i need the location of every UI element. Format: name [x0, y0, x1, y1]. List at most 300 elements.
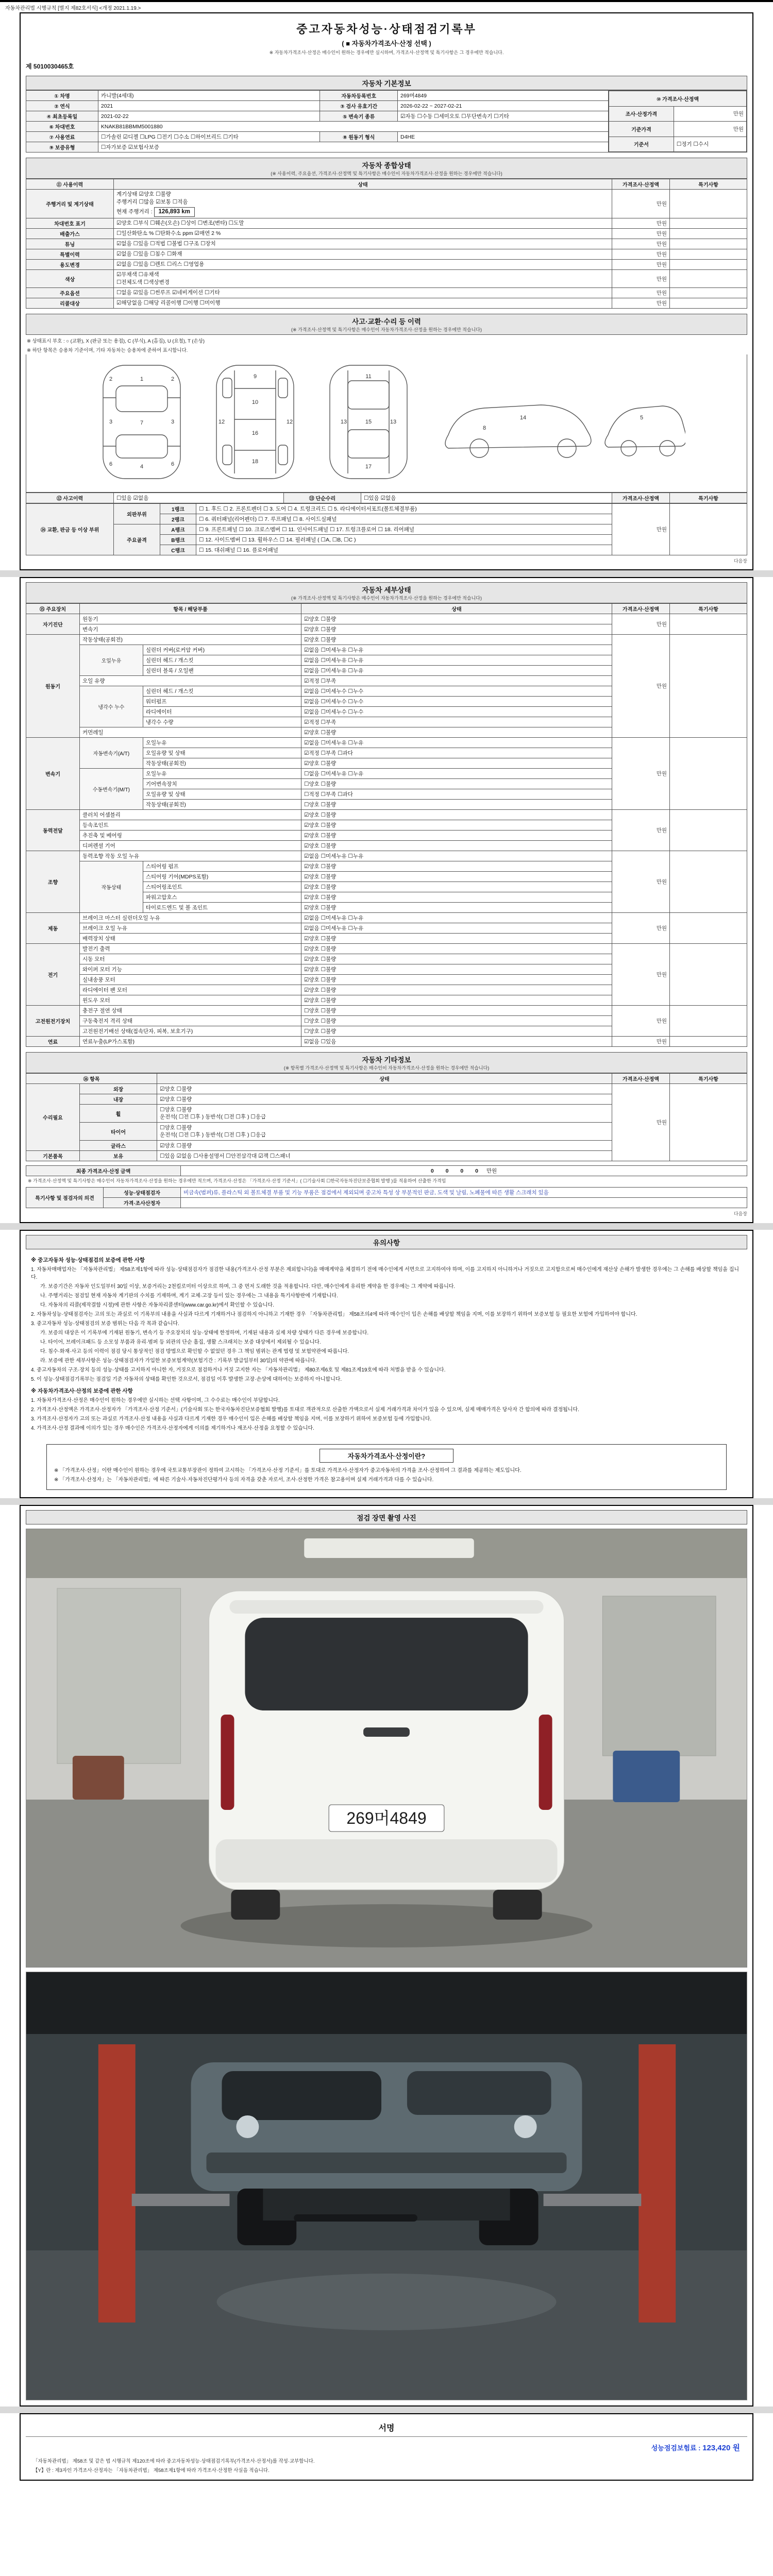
svg-text:12: 12 [286, 419, 293, 425]
detail-row [26, 1037, 747, 1047]
state-checkboxes: ☑양호 ☐불량 [301, 624, 612, 635]
state-checkboxes: ☐없음 ☐미세누유 ☐누유 [301, 769, 612, 779]
item-label: 오일유량 및 상태 [143, 789, 301, 800]
item-label: 색상 [26, 270, 114, 288]
state-checkboxes: ☑양호 ☐불량 [301, 820, 612, 831]
field-label: ⑥ 차대번호 [26, 122, 98, 132]
notice-paragraph: 1. 자동차매매업자는 「자동차관리법」 제58조제1항에 따라 성능·상태점검자가 점검한 내용(가격조사·산정 부분은 제외합니다)을 매매계약을 체결하기 전에 매수인에게 서면으로 고지하여야 하며, 이를 고지하지 아니하거나 거짓으로 고지함으로써 매수인에게 재산상 손해가 발생한 경우에는 그 손해를 배상할 책임을 집니다. [31, 1267, 740, 1280]
group-label: 기본품목 [26, 1151, 80, 1161]
state-checkboxes: ☑양호 ☐불량 [301, 964, 612, 975]
other-info-title: 자동차 기타정보 (※ 항목별 가격조사·산정액 및 특기사항은 매수인이 자동차가격조사·산정을 원하는 경우에만 적습니다) [26, 1052, 747, 1073]
main-frame-label: 주요골격 [114, 524, 160, 555]
subgroup-label: 작동상태 [80, 861, 143, 913]
column-header: ⑮ 주요장치 [26, 604, 80, 614]
device-label: 고전원전기장치 [26, 1006, 80, 1037]
state-checkboxes [114, 270, 612, 288]
note-cell [670, 260, 747, 270]
column-header: 상태 [114, 179, 612, 190]
device-label: 동력전달 [26, 810, 80, 851]
accident-history-table [26, 493, 747, 503]
notice-paragraph: 2. 가격조사·산정액은 가격조사·산정자가 「가격조사·산정 기준서」(기술사회 또는 한국자동차진단보증협회 발행)를 토대로 객관적으로 산출한 가액으로서 실제 거래가격과 차이가 있을 수 있으며, 실제 매매가격은 당사자 간 합의에 따라 결정됩니다. [31, 1407, 579, 1413]
item-label: 스티어링조인트 [143, 882, 301, 892]
checkbox-line: ☐일산화탄소 % ☐탄화수소 ppm ☑매연 2 % [116, 230, 221, 236]
state-checkboxes: ☑적정 ☐부족 ☐과다 [301, 748, 612, 758]
state-checkboxes: ☑적정 ☐부족 [301, 717, 612, 727]
state-checkboxes [114, 249, 612, 260]
detail-row [26, 944, 747, 954]
item-label: 오일누유 [143, 769, 301, 779]
state-checkboxes: ☑양호 ☐불량 [301, 831, 612, 841]
car-views-svg [88, 358, 685, 486]
item-label: 글라스 [80, 1141, 157, 1151]
overall-row [26, 190, 747, 218]
inspector-opinion-text: 비금속(범퍼)류, 플라스틱 외 볼트체결 부품 및 기능 부품은 점검에서 제외되며 중고차 특성 상 부분적인 판금, 도색 및 날림, 노폐물에 따른 생활 스크래치 있음 [181, 1188, 747, 1198]
note-cell [670, 851, 747, 913]
column-header: 특기사항 [670, 179, 747, 190]
state-checkboxes: ☑양호 ☐불량 [301, 614, 612, 624]
outer-panel-label: 외판부위 [114, 504, 160, 524]
note-cell [670, 270, 747, 288]
page-note: ※ 자동차가격조사·산정은 매수인이 원하는 경우에만 실시하며, 가격조사·산정액 및 특기사항은 그 경우에만 적습니다. [269, 50, 504, 55]
state-checkboxes: ☑양호 ☐불량 [301, 841, 612, 851]
mileage-value: 126,893 km [154, 207, 195, 217]
notice-paragraph: 가. 보증의 대상은 이 기록부에 기재된 원동기, 변속기 등 주요장치의 성능·상태에 한정하며, 기재된 내용과 실제 차량 상태가 다른 경우에 보증합니다. [40, 1330, 369, 1336]
state-checkboxes: ☑양호 ☐불량 [301, 635, 612, 645]
registration-number-value: 269머4849 [398, 91, 609, 101]
price-unit: 만원 [612, 1037, 670, 1047]
state-checkboxes: ☑양호 ☐불량 [301, 758, 612, 769]
item-label: 스티어링 기어(MDPS포함) [143, 872, 301, 882]
pricing-info-title: 자동차가격조사·산정이란? [320, 1449, 453, 1463]
rank2-items: ☐ 6. 쿼터패널(리어펜더) ☐ 7. 루프패널 ☐ 8. 사이드실패널 [196, 514, 612, 524]
state-checkboxes: ☑양호 ☐불량 [301, 872, 612, 882]
section-note: (※ 가격조사·산정액 및 특기사항은 매수인이 자동차가격조사·산정을 원하는 경우에만 적습니다) [291, 327, 482, 332]
overall-row [26, 260, 747, 270]
section-divider [0, 1498, 773, 1505]
device-label: 조향 [26, 851, 80, 913]
svg-text:6: 6 [109, 461, 113, 467]
item-label: 실내송풍 모터 [80, 975, 301, 985]
note-cell [670, 229, 747, 239]
item-label: 타이어 [80, 1123, 157, 1141]
item-label: 브레이크 오일 누유 [80, 923, 301, 934]
state-checkboxes: ☑양호 ☐불량 [157, 1141, 612, 1151]
notice-paragraph: 1. 자동차가격조사·산정은 매수인이 원하는 경우에만 실시하는 선택 사항이며, 그 수수료는 매수인이 부담합니다. [31, 1398, 280, 1403]
header-row [26, 604, 747, 614]
state-checkboxes: ☐양호 ☐불량 운전석( ☐전 ☐후 ) 동반석( ☐전 ☐후 ) ☐응급 [157, 1105, 612, 1123]
item-label: 커먼레일 [80, 727, 301, 738]
field-label: 기준서 [609, 137, 674, 152]
rank-label: C랭크 [160, 545, 196, 555]
svg-text:5: 5 [640, 415, 644, 421]
panel-rank-table [26, 503, 747, 555]
item-label: 디퍼렌셜 기어 [80, 841, 301, 851]
field-label: ⑧ 원동기 형식 [320, 132, 398, 142]
svg-text:6: 6 [171, 461, 175, 467]
svg-text:13: 13 [340, 419, 347, 425]
exchange-area-label: ⑭ 교환, 판금 등 이상 부위 [26, 504, 114, 555]
state-checkboxes [114, 218, 612, 229]
item-label: 라디에이터 [143, 707, 301, 717]
item-label: 튜닝 [26, 239, 114, 249]
signature-title: 서명 [26, 2418, 747, 2437]
detail-row [26, 738, 747, 748]
item-label: 휠 [80, 1105, 157, 1123]
state-checkboxes: ☑양호 ☐불량 [301, 727, 612, 738]
item-label: 실린더 헤드 / 개스킷 [143, 686, 301, 697]
checkbox-line: ☑해당없음 ☐해당 리콜이행 ☐이행 ☐미이행 [116, 300, 221, 306]
rank-label: B랭크 [160, 535, 196, 545]
group-label: 수리필요 [26, 1084, 80, 1151]
notice-title: 유의사항 [26, 1235, 747, 1249]
price-unit: 만원 [612, 260, 670, 270]
item-label: 충전구 절연 상태 [80, 1006, 301, 1016]
note-cell [670, 614, 747, 635]
note-cell [670, 239, 747, 249]
state-checkboxes: ☐양호 ☐불량 [301, 1026, 612, 1037]
svg-text:2: 2 [171, 376, 175, 382]
item-label: 실린더 블록 / 오일팬 [143, 666, 301, 676]
item-label: 오일 유량 [80, 676, 301, 686]
price-unit: 만원 [612, 614, 670, 635]
state-checkboxes: ☑양호 ☐불량 [301, 934, 612, 944]
opinion-label: 특기사항 및 점검자의 의견 [26, 1188, 104, 1208]
section-divider [0, 1223, 773, 1230]
notice-body [26, 1249, 747, 1437]
basic-info-table [26, 90, 747, 152]
simple-repair-label: ⑬ 단순수리 [284, 493, 361, 503]
state-checkboxes: ☐양호 ☐불량 운전석( ☐전 ☐후 ) 동반석( ☐전 ☐후 ) ☐응급 [157, 1123, 612, 1141]
item-label: 파워고압호스 [143, 892, 301, 903]
item-label: 발전기 출력 [80, 944, 301, 954]
table-row [26, 91, 747, 101]
price-unit: 만원 [612, 229, 670, 239]
svg-text:15: 15 [365, 419, 372, 425]
state-checkboxes: ☑양호 ☐불량 [301, 995, 612, 1006]
appraiser-role-label: 가격·조사산정자 [104, 1198, 181, 1208]
item-label: 실린더 커버(로커암 커버) [143, 645, 301, 655]
column-header: 항목 / 해당부품 [80, 604, 301, 614]
rank-label: 2랭크 [160, 514, 196, 524]
notice-paragraph: 라. 보증에 관한 세부사항은 성능·상태점검자가 가입한 보증보험계약(보험기간 : 기록부 발급일부터 30일)의 약관에 따릅니다. [40, 1358, 317, 1364]
subgroup-label: 수동변속기(M/T) [80, 769, 143, 810]
rankC-items: ☐ 15. 대쉬패널 ☐ 16. 플로어패널 [196, 545, 612, 555]
table-row [26, 1188, 747, 1198]
car-name-value: 카니발(4세대) [98, 91, 320, 101]
item-label: 오일누유 [143, 738, 301, 748]
note-cell [670, 810, 747, 851]
item-label: 차대번호 표기 [26, 218, 114, 229]
accident-history-label: ⑫ 사고이력 [26, 493, 114, 503]
table-row [26, 493, 747, 503]
price-unit: 만원 [612, 298, 670, 309]
device-label: 전기 [26, 944, 80, 1006]
detail-row [26, 851, 747, 861]
item-label: 특별이력 [26, 249, 114, 260]
note-cell [670, 1006, 747, 1037]
item-label: 배출가스 [26, 229, 114, 239]
price-unit: 만원 [674, 106, 746, 122]
other-row [26, 1084, 747, 1094]
state-checkboxes: ☑양호 ☐불량 [157, 1084, 612, 1094]
continue-marker: 다음장 [733, 1211, 747, 1216]
svg-text:17: 17 [365, 464, 372, 470]
price-unit: 만원 [612, 913, 670, 944]
price-unit: 만원 [612, 288, 670, 298]
item-label: 오일유량 및 상태 [143, 748, 301, 758]
inspector-role-label: 성능·상태점검자 [104, 1188, 181, 1198]
svg-text:10: 10 [251, 399, 259, 405]
price-unit: 만원 [486, 1168, 497, 1174]
field-label: ③ 검사 유효기간 [320, 101, 398, 111]
svg-text:14: 14 [519, 415, 527, 421]
notice-paragraph: 3. 가격조사·산정자가 고의 또는 과실로 가격조사·산정 내용을 사실과 다르게 기재한 경우 매수인이 입은 손해를 배상할 책임을 지며, 이를 보장하기 위하여 보증보험 등에 가입합니다. [31, 1416, 432, 1422]
rank1-items: ☐ 1. 후드 ☐ 2. 프론트펜더 ☐ 3. 도어 ☐ 4. 트렁크리드 ☐ 5. 라디에이터서포트(볼트체결부품) [196, 504, 612, 514]
svg-text:8: 8 [482, 425, 486, 431]
device-label: 자기진단 [26, 614, 80, 635]
section-photos [20, 1505, 753, 2406]
inspection-period-value: 2026-02-22 ~ 2027-02-21 [398, 101, 609, 111]
note-cell [670, 1037, 747, 1047]
price-unit: 만원 [612, 504, 670, 555]
item-label: 내장 [80, 1094, 157, 1105]
item-label: 추진축 및 베어링 [80, 831, 301, 841]
item-label: 리콜대상 [26, 298, 114, 309]
state-checkboxes: ☑없음 ☐미세누유 ☐누유 [301, 738, 612, 748]
state-checkboxes: ☑없음 ☐미세누유 ☐누유 [301, 851, 612, 861]
note-cell [670, 504, 747, 555]
notice-paragraph: 3. 중고자동차 성능·상태점검의 보증 범위는 다음 각 목과 같습니다. [31, 1321, 179, 1327]
item-label: 타이로드엔드 및 볼 조인트 [143, 903, 301, 913]
column-header: 특기사항 [670, 1074, 747, 1084]
overall-condition-table [26, 179, 747, 309]
final-price-table [26, 1165, 747, 1176]
item-label: 고전원전기배선 상태(접속단자, 피복, 보호기구) [80, 1026, 301, 1037]
price-unit: 만원 [674, 122, 746, 137]
signature-legal-line: 「자동차관리법」 제58조 및 같은 법 시행규칙 제120조에 따라 중고자동차성능·상태점검기록부(가격조사·산정서)를 작성·교부합니다. [33, 2459, 315, 2464]
rankA-items: ☐ 9. 프론트패널 ☐ 10. 크로스멤버 ☐ 11. 인사이드패널 ☐ 17. 트렁크플로어 ☐ 18. 리어패널 [196, 524, 612, 535]
state-checkboxes: ☐있음 ☑없음 ☐사용설명서 ☐안전삼각대 ☑잭 ☐스패너 [157, 1151, 612, 1161]
price-column-label: 가격조사·산정액 [612, 493, 670, 503]
section-note: (※ 가격조사·산정액 및 특기사항은 매수인이 자동차가격조사·산정을 원하는 경우에만 적습니다) [291, 596, 482, 601]
first-registration-value: 2021-02-22 [98, 111, 320, 122]
notice-paragraph: 4. 가격조사·산정 결과에 이의가 있는 경우 매수인은 가격조사·산정자에게 이의를 제기하거나 재조사·산정을 요청할 수 있습니다. [31, 1426, 314, 1431]
field-label: ⑤ 변속기 종류 [320, 111, 398, 122]
state-checkboxes: ☑양호 ☐불량 [157, 1094, 612, 1105]
header-row [26, 1074, 747, 1084]
checkbox-line: ☑무채색 ☐유채색 [116, 272, 159, 278]
item-label: 용도변경 [26, 260, 114, 270]
fuel-checkboxes: ☐가솔린 ☑디젤 ☐LPG ☐전기 ☐수소 ☐하이브리드 ☐기타 [98, 132, 320, 142]
item-label: 워터펌프 [143, 697, 301, 707]
item-label: 시동 모터 [80, 954, 301, 964]
svg-text:12: 12 [218, 419, 225, 425]
svg-text:18: 18 [251, 459, 259, 465]
final-price-label: 최종 가격조사·산정 금액 [26, 1166, 181, 1176]
item-label: 브레이크 마스터 실린더오일 누유 [80, 913, 301, 923]
item-label: 등속조인트 [80, 820, 301, 831]
rankB-items: ☐ 12. 사이드멤버 ☐ 13. 휠하우스 ☐ 14. 필러패널 ( ☐A, ☐B, ☐C ) [196, 535, 612, 545]
rank-label: 1랭크 [160, 504, 196, 514]
column-header: 상태 [157, 1074, 612, 1084]
section-signature [20, 2413, 753, 2481]
notice-paragraph: 다. 자동차의 리콜(제작결함 시정)에 관한 사항은 자동차리콜센터(www.car.go.kr)에서 확인할 수 있습니다. [40, 1302, 274, 1308]
detail-row [26, 1006, 747, 1016]
svg-text:11: 11 [365, 374, 372, 380]
detail-condition-title: 자동차 세부상태 (※ 가격조사·산정액 및 특기사항은 매수인이 자동차가격조사·산정을 원하는 경우에만 적습니다) [26, 582, 747, 603]
state-checkboxes [114, 239, 612, 249]
state-checkboxes: ☑없음 ☐있음 [301, 1037, 612, 1047]
price-unit: 만원 [612, 810, 670, 851]
final-price-value [181, 1166, 747, 1176]
note-cell [670, 218, 747, 229]
detail-row [26, 635, 747, 645]
state-checkboxes: ☑적정 ☐부족 [301, 676, 612, 686]
damage-code-legend: ※ 상태표시 부호 : ○ (교환), X (판금 또는 용접), C (부식), A (흠집), U (요철), T (손상) [27, 338, 205, 344]
photo-underbody-svg [26, 1972, 747, 2400]
final-price-digits: 0 0 0 0 [430, 1168, 483, 1174]
notice-heading: ※ 자동차가격조사·산정의 보증에 관한 사항 [31, 1388, 133, 1394]
checkbox-group: ☐정기 ☐수시 [674, 137, 746, 152]
checkbox-line: ☐전체도색 ☐색상변경 [116, 279, 170, 285]
checkbox-line: ☑없음 ☐있음 ☐적법 ☐불법 ☐구조 ☐장치 [116, 241, 216, 247]
vin-value: KNAKB81BBMM5001880 [98, 122, 608, 132]
insurance-fee-value: 123,420 원 [702, 2444, 740, 2452]
field-label: ① 차명 [26, 91, 98, 101]
item-label: 배력장치 상태 [80, 934, 301, 944]
field-label: ② 연식 [26, 101, 98, 111]
column-header: 가격조사·산정액 [612, 1074, 670, 1084]
document-header [26, 18, 747, 57]
notice-heading: ※ 중고자동차 성능·상태점검의 보증에 관한 사항 [31, 1257, 145, 1263]
column-header: 상태 [301, 604, 612, 614]
warranty-checkboxes: ☐자가보증 ☑보험사보증 [98, 142, 608, 152]
svg-text:9: 9 [253, 374, 257, 380]
pricing-info-box [46, 1444, 727, 1490]
checkbox-line: ☑없음 ☐있음 ☐침수 ☐화재 [116, 251, 182, 257]
state-checkboxes: ☑양호 ☐불량 [301, 903, 612, 913]
form-reference: 자동차관리법 시행규칙 [별지 제82호서식] <개정 2021.1.19.> [5, 6, 141, 11]
column-header: 특기사항 [670, 604, 747, 614]
item-label: 원동기 [80, 614, 301, 624]
svg-text:2: 2 [109, 376, 113, 382]
price-unit: 만원 [612, 190, 670, 218]
position-checkboxes: 운전석( ☐전 ☐후 ) 동반석( ☐전 ☐후 ) ☐응급 [160, 1114, 266, 1120]
state-checkboxes: ☑양호 ☐불량 [301, 944, 612, 954]
svg-text:1: 1 [140, 376, 144, 382]
notice-paragraph: 5. 이 성능·상태점검기록부는 점검일 기준 자동차의 상태를 확인한 것으로서, 점검일 이후 발생한 고장·손상에 대하여는 보증하지 아니합니다. [31, 1377, 342, 1382]
header-row [26, 179, 747, 190]
overall-row [26, 298, 747, 309]
rank-label: A랭크 [160, 524, 196, 535]
svg-text:3: 3 [171, 419, 175, 425]
engine-type-value: D4HE [398, 132, 609, 142]
notice-paragraph: 4. 중고자동차의 구조·장치 등의 성능·상태를 고지하지 아니한 자, 거짓으로 점검하거나 거짓 고지한 자는 「자동차관리법」 제80조제6호 및 제81조제19호에 따라 처벌을 받을 수 있습니다. [31, 1367, 446, 1373]
price-unit: 만원 [612, 635, 670, 738]
state-checkboxes: ☑양호 ☐불량 [301, 892, 612, 903]
checkbox-line: ☑양호 ☐부식 ☐훼손(오손) ☐상이 ☐변조(변타) ☐도말 [116, 220, 244, 226]
field-label: 기준가격 [609, 122, 674, 137]
price-unit: 만원 [612, 851, 670, 913]
state-checkboxes: ☑양호 ☐불량 [301, 985, 612, 995]
section-divider [0, 570, 773, 577]
item-label: 연료누출(LP가스포함) [80, 1037, 301, 1047]
overall-row [26, 270, 747, 288]
state-checkboxes: ☑없음 ☐미세누유 ☐누유 [301, 645, 612, 655]
state-checkboxes: ☑없음 ☐미세누유 ☐누유 [301, 923, 612, 934]
car-damage-diagram [26, 354, 747, 493]
item-label: 작동상태(공회전) [143, 758, 301, 769]
accident-history-checkboxes: ☐있음 ☑없음 [114, 493, 284, 503]
state-checkboxes: ☑양호 ☐불량 [301, 954, 612, 964]
table-row [26, 1198, 747, 1208]
photo-rear-svg [26, 1529, 747, 1967]
device-label: 원동기 [26, 635, 80, 738]
section-notice [20, 1230, 753, 1498]
state-checkboxes: ☑양호 ☐불량 [301, 861, 612, 872]
insurance-fee [26, 2437, 747, 2456]
detail-row [26, 913, 747, 923]
price-unit: 만원 [612, 1084, 670, 1161]
svg-text:7: 7 [140, 420, 144, 426]
price-unit: 만원 [612, 1006, 670, 1037]
simple-repair-checkboxes: ☐있음 ☑없음 [361, 493, 612, 503]
column-header: 가격조사·산정액 [612, 179, 670, 190]
state-checkboxes [114, 190, 612, 218]
overall-row [26, 218, 747, 229]
item-label: 라디에이터 팬 모터 [80, 985, 301, 995]
field-label: 조사·산정가격 [609, 106, 674, 122]
state-checkboxes: ☐양호 ☐불량 [301, 779, 612, 789]
note-cell [670, 288, 747, 298]
state-checkboxes: ☑없음 ☐미세누유 ☐누유 [301, 913, 612, 923]
checkbox-line: 주행거리 ☐많음 ☑보통 ☐적음 [116, 199, 188, 205]
item-label: 주행거리 및 계기상태 [26, 190, 114, 218]
insurance-fee-label: 성능점검보험료 : [651, 2444, 701, 2452]
subgroup-label: 오일누유 [80, 645, 143, 676]
overall-row [26, 239, 747, 249]
section-note: (※ 사용이력, 주요옵션, 가격조사·산정액 및 특기사항은 매수인이 자동차가격조사·산정을 원하는 경우에만 적습니다) [271, 171, 502, 176]
overall-row [26, 229, 747, 239]
field-label: ④ 최초등록일 [26, 111, 98, 122]
state-checkboxes [114, 288, 612, 298]
price-unit: 만원 [612, 239, 670, 249]
state-checkboxes: ☑없음 ☐미세누유 ☐누유 [301, 666, 612, 676]
mileage-label: 현재 주행거리 : [116, 209, 154, 215]
state-checkboxes [114, 260, 612, 270]
position-checkboxes: 운전석( ☐전 ☐후 ) 동반석( ☐전 ☐후 ) ☐응급 [160, 1132, 266, 1138]
continue-marker: 다음장 [733, 558, 747, 564]
price-unit: 만원 [612, 249, 670, 260]
basic-info-title: 자동차 기본정보 [26, 76, 747, 90]
signature-legal-line: 【Y】란 : 제3자인 가격조사·산정자는 「자동차관리법」 제58조제1항에 따라 가격조사·산정한 사실을 적습니다. [33, 2468, 270, 2473]
price-unit: 만원 [612, 738, 670, 810]
item-label: 주요옵션 [26, 288, 114, 298]
notice-paragraph: 나. 주행거리는 점검일 현재 자동차 계기판의 수치를 기재하며, 계기 교체·고장 등이 있는 경우에는 그 내용을 특기사항란에 기재합니다. [40, 1293, 338, 1299]
device-label: 제동 [26, 913, 80, 944]
item-label: 스티어링 펌프 [143, 861, 301, 872]
state-checkboxes: ☑없음 ☐미세누수 ☐누수 [301, 697, 612, 707]
subgroup-label: 냉각수 누수 [80, 686, 143, 727]
svg-text:16: 16 [251, 430, 259, 436]
item-label: 작동상태(공회전) [143, 800, 301, 810]
field-label: ⑨ 보증유형 [26, 142, 98, 152]
checkbox-line: ☑없음 ☐있음 ☐렌트 ☐리스 ☐영업용 [116, 261, 205, 267]
state-checkboxes: ☑없음 ☐미세누유 ☐누유 [301, 655, 612, 666]
note-cell [670, 249, 747, 260]
item-label: 윈도우 모터 [80, 995, 301, 1006]
item-label: 보유 [80, 1151, 157, 1161]
